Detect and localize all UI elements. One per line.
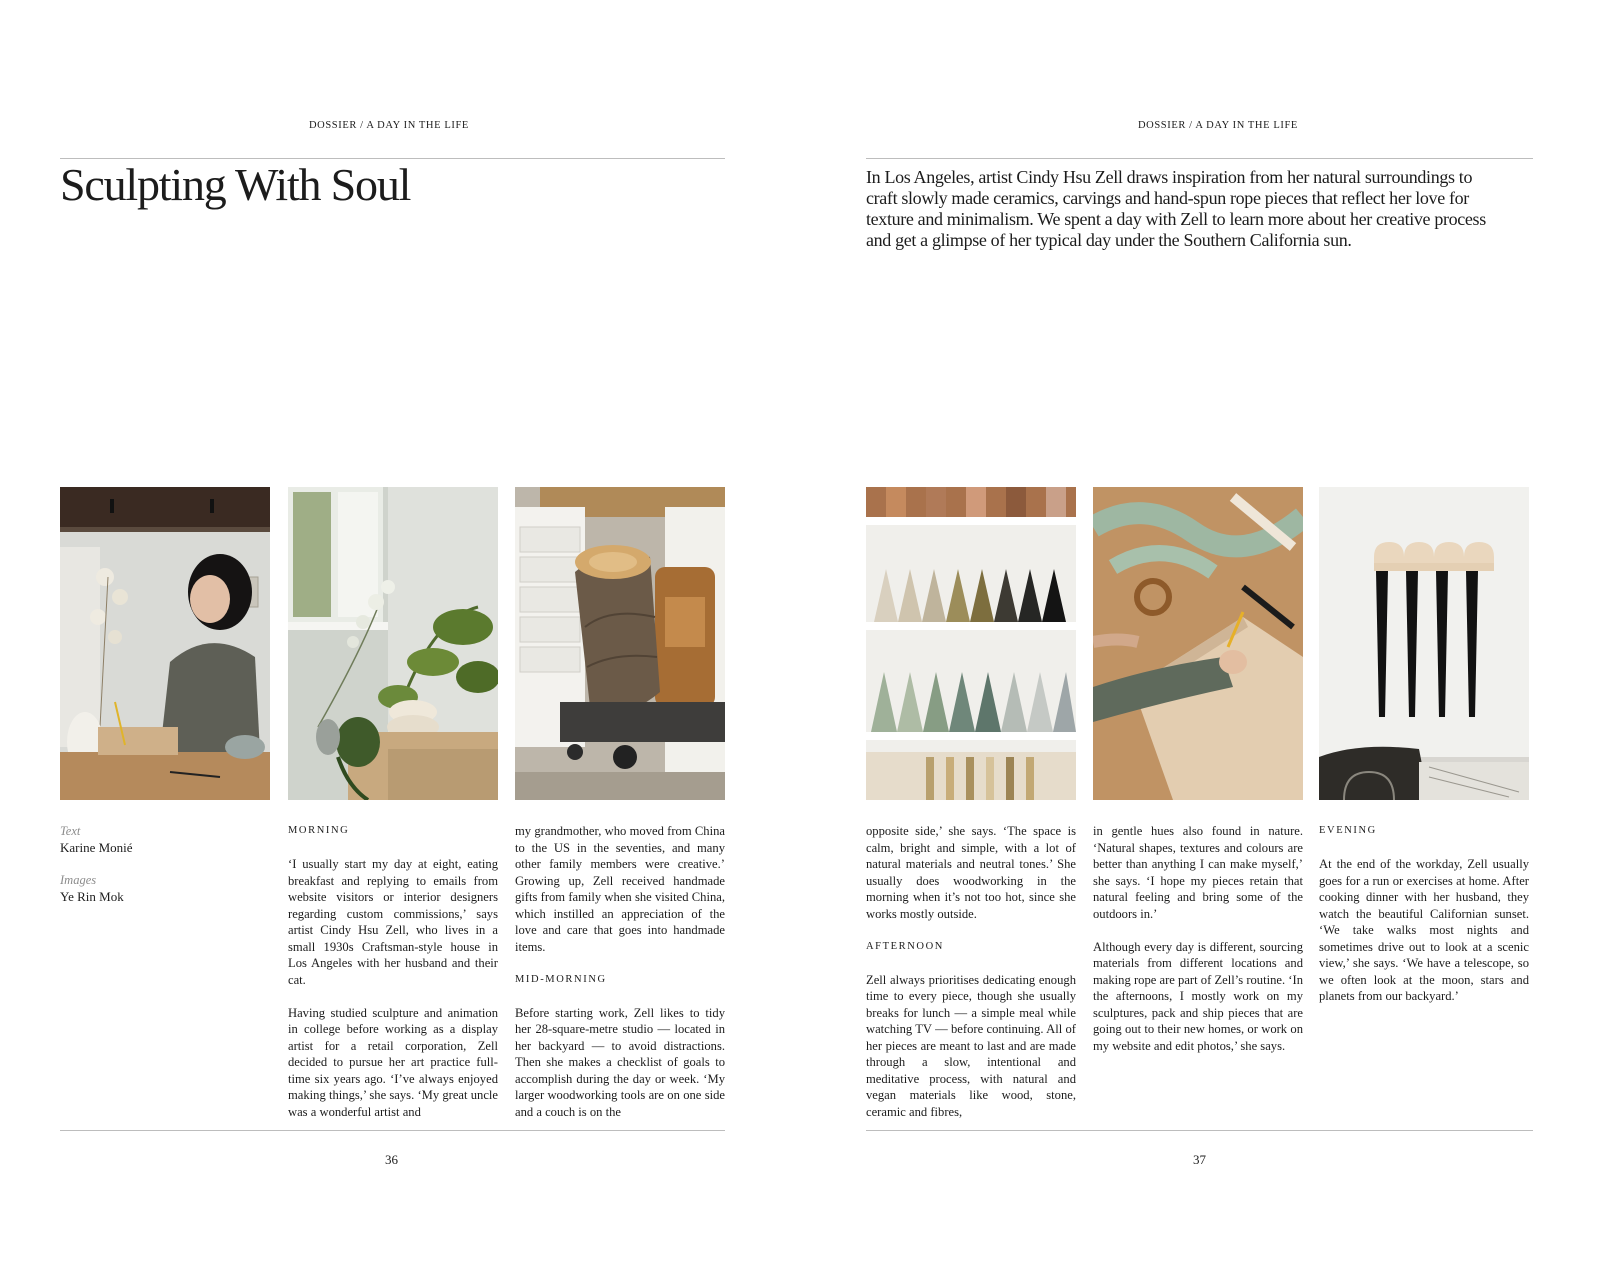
body-column-evening [1319,823,1529,1005]
body-paragraph: Before starting work, Zell likes to tidy her 28-square-metre studio — located in her backyard — to avoid distractions. Then she makes a checklist of goals to accomplish during the day or week. ‘My larger woodworking tools are on one side and a couch is on the [515,1005,725,1119]
page-number: 37 [1193,1152,1206,1167]
images-credit-label: Images [60,873,97,887]
photo-sketching-with-rope [1093,487,1303,800]
photo-yarn-shelves [866,487,1076,800]
body-paragraph: opposite side,’ she says. ‘The space is calm, bright and simple, with a lot of natural materials and neutral tones.’ She usually does woodworking in the morning when it’s not too hot, since she works mostly outside. [866,824,1076,921]
body-column-routine [1093,823,1303,1054]
section-header: DOSSIER / A DAY IN THE LIFE [1138,120,1298,131]
body-paragraph: in gentle hues also found in nature. ‘Natural shapes, textures and colours are better than anything I can make myself,’ she says. ‘I hope my pieces retain that natural feeling and bring some of the outdoors in.’ [1093,824,1303,921]
body-paragraph: Having studied sculpture and animation in college before working as a display artist for a retail corporation, Zell decided to pursue her art practice full-time six years ago. ‘I’ve always enjoyed making things,’ she says. ‘My great uncle was a wonderful artist and [288,1005,498,1119]
body-column-morning [288,823,498,1120]
body-paragraph: At the end of the workday, Zell usually goes for a run or exercises at home. After cooking dinner with her husband, they watch the beautiful Californian sunset. ‘We take walks most nights and sometimes drive out to look at a scenic view,’ she says. ‘We have a telescope, so we often look at the moon, stars and planets from our backyard.’ [1319,857,1529,1003]
section-header: DOSSIER / A DAY IN THE LIFE [309,120,469,131]
body-paragraph: Zell always prioritises dedicating enough time to every piece, though she usually breaks for lunch — a simple meal while watching TV — before continuing. All of her pieces are meant to last and are made through a slow, intentional and meditative process, with natural and vegan materials like wood, stone, ceramic and fibres, [866,972,1076,1119]
body-paragraph: ‘I usually start my day at eight, eating breakfast and replying to emails from website visitors or interior designers regarding custom commissions,’ says artist Cindy Hsu Zell, who lives in a small 1930s Craftsman-style house in Los Angeles with her husband and their cat. [288,857,498,987]
photo-log-stools [515,487,725,800]
credits-column [60,823,270,921]
intro-standfirst: In Los Angeles, artist Cindy Hsu Zell draws inspiration from her natural surroundings to craft slowly made ceramics, carvings and hand-spun rope pieces that reflect her love for texture and minimalism. We spent a day with Zell to learn more about her creative process and get a glimpse of her typical day under the Southern California sun. [866,167,1486,250]
body-paragraph: Although every day is different, sourcing materials from different locations and making rope are part of Zell’s routine. ‘In the afternoons, I mostly work on my sculptures, pack and ship pieces that are going out to their new homes, or work on my website and edit photos,’ she says. [1093,939,1303,1053]
photo-artist-at-desk [60,487,270,800]
body-column-afternoon [866,823,1076,1120]
photo-plants-by-window [288,487,498,800]
page-number: 36 [385,1152,398,1167]
section-heading-morning: MORNING [288,825,350,836]
section-heading-evening: EVENING [1319,825,1377,836]
article-title: Sculpting With Soul [60,159,411,210]
top-rule [866,158,1533,159]
body-column-mid-morning [515,823,725,1120]
section-heading-afternoon: AFTERNOON [866,940,944,952]
text-credit-label: Text [60,824,81,838]
section-heading-mid-morning: MID-MORNING [515,973,607,985]
bottom-rule [866,1130,1533,1131]
text-credit-name: Karine Monié [60,839,133,855]
images-credit-name: Ye Rin Mok [60,888,124,904]
bottom-rule [60,1130,725,1131]
right-page [800,0,1600,1280]
photo-rope-wall-hanging [1319,487,1529,800]
body-paragraph: my grandmother, who moved from China to the US in the seventies, and many other family members were creative.’ Growing up, Zell received handmade gifts from family when she visited China, which instilled an appreciation of the love and care that goes into handmade items. [515,824,725,954]
